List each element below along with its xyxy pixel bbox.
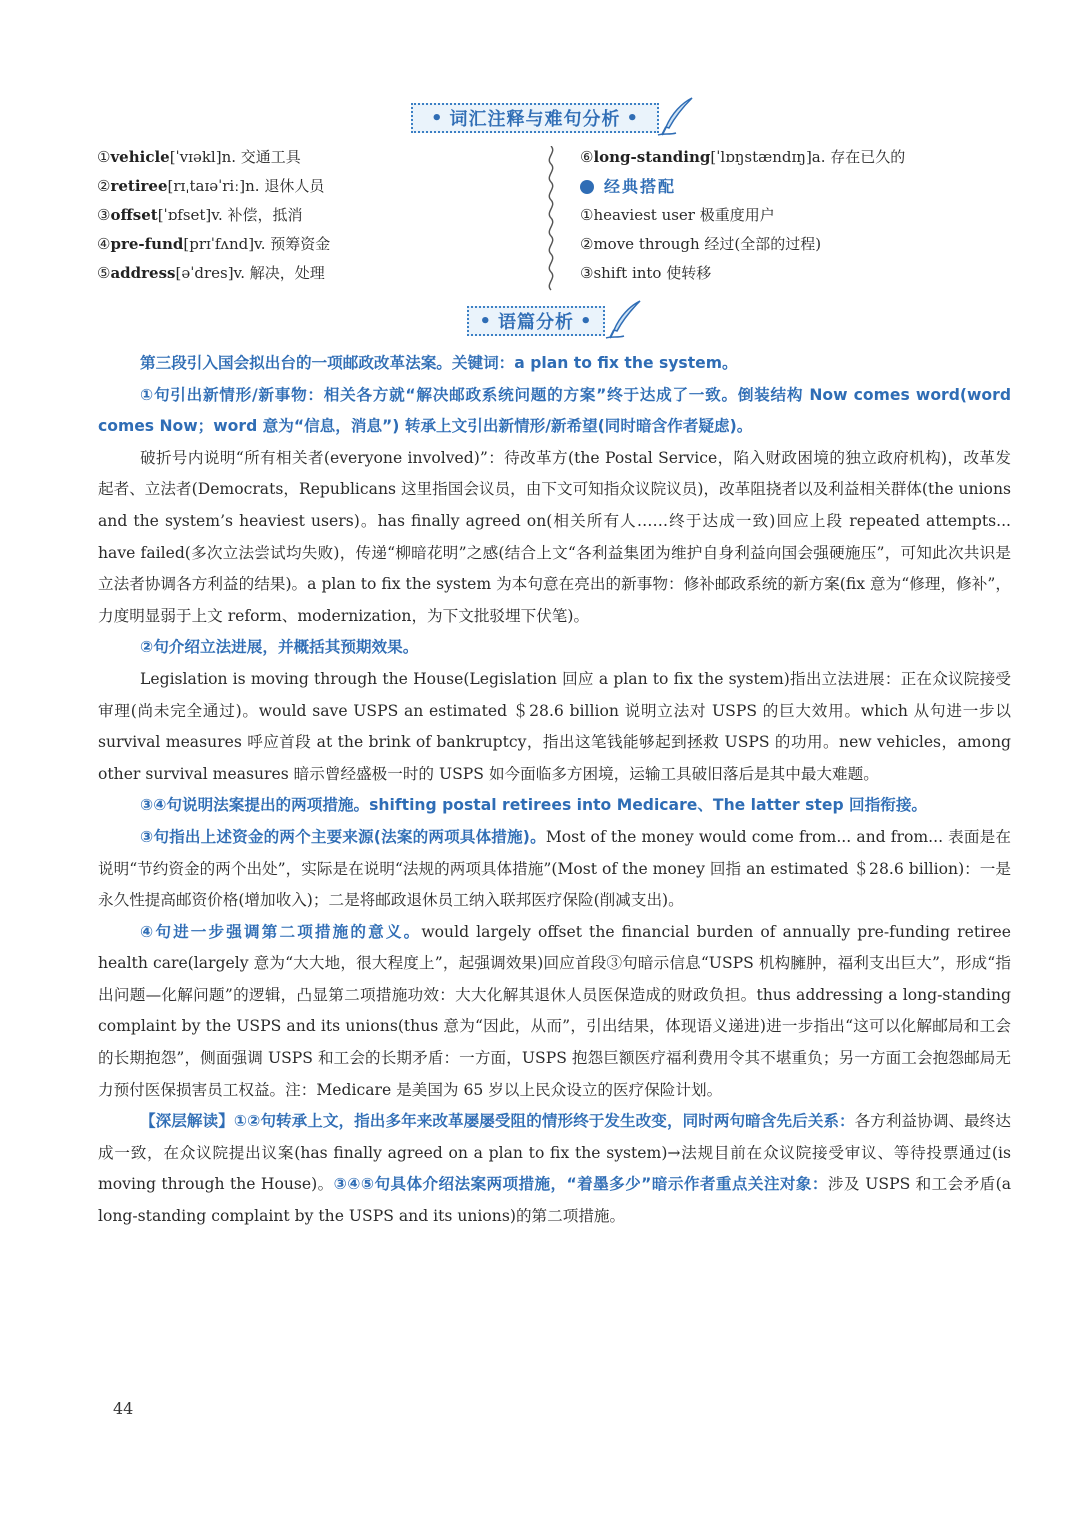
vocab-item: ⑥long-standing[ˈlɒŋstændɪŋ]a. 存在已久的 xyxy=(580,148,906,166)
vocab-item: ④pre-fund[prɪˈfʌnd]v. 预筹资金 xyxy=(97,235,331,253)
collocation-heading: 经典搭配 xyxy=(580,172,905,201)
page-number: 44 xyxy=(113,1399,134,1418)
vocab-item: ①vehicle[ˈvɪəkl]n. 交通工具 xyxy=(97,148,301,166)
vocab-item: ③offset[ˈɒfset]v. 补偿，抵消 xyxy=(97,206,303,224)
paragraph: ①句引出新情形/新事物：相关各方就“解决邮政系统问题的方案”终于达成了一致。倒装结构 Now comes word(word comes Now；word 意为“信息，消息”) 转承上文引出新情形/新希望(同时暗含作者疑虑)。 xyxy=(98,385,1011,436)
wavy-divider xyxy=(543,146,559,296)
section-banner-discourse xyxy=(467,306,605,336)
paragraph: 破折号内说明“所有相关者(everyone involved)”：待改革方(the Postal Service，陷入财政困境的独立政府机构)，改革发起者、立法者(Democrats，Republicans 这里指国会议员，由下文可知指众议院议员)，改革阻挠者以及利益相关群体(the unions and the system’s heaviest users)。has finally agreed on(相关所有人……终于达成一致)回应上段 repeated attempts... have failed(多次立法尝试均失败)，传递“柳暗花明”之感(结合上文“各利益集团为维护自身利益向国会强硬施压”，可知此次共识是立法者协调各方利益的结果)。a plan to fix the system 为本句意在亮出的新事物：修补邮政系统的新方案(fix 意为“修理，修补”，力度明显弱于上文 reform、modernization，为下文批驳埋下伏笔)。 xyxy=(98,448,1011,625)
banner-dot: • xyxy=(626,107,640,129)
collocation-item: ③shift into 使转移 xyxy=(580,264,712,282)
vocab-list-right xyxy=(580,143,905,288)
paragraph: ③句指出上述资金的两个主要来源(法案的两项具体措施)。Most of the money would come from... and from... 表面是在说明“节约资金的两个出处”，实际是在说明“法规的两项具体措施”(Most of the money 回指 an estimated ＄28.6 billion)：一是永久性提高邮资价格(增加收入)；二是将邮政退休员工纳入联邦医疗保险(削减支出)。 xyxy=(98,827,1011,910)
paragraph: ③④句说明法案提出的两项措施。shifting postal retirees into Medicare、The latter step 回指衔接。 xyxy=(140,796,928,815)
paragraph: 第三段引入国会拟出台的一项邮政改革法案。关键词：a plan to fix the system。 xyxy=(140,354,738,372)
banner-dot: • xyxy=(580,310,593,332)
collocation-item: ②move through 经过(全部的过程) xyxy=(580,235,822,253)
paragraph: ②句介绍立法进展，并概括其预期效果。 xyxy=(140,638,419,657)
collocation-item: ①heaviest user 极重度用户 xyxy=(580,206,775,224)
paragraph-deep-reading: 【深层解读】①②句转承上文，指出多年来改革屡屡受阻的情形终于发生改变，同时两句暗含先后关系：各方利益协调、最终达成一致，在众议院提出议案(has finally agreed on a plan to fix the system)→法规目前在众议院接受审议、等待投票通过(is moving through the House)。③④⑤句具体介绍法案两项措施，“着墨多少”暗示作者重点关注对象：涉及 USPS 和工会矛盾(a long-standing complaint by the USPS and its unions)的第二项措施。 xyxy=(98,1112,1012,1226)
section-banner-vocabulary xyxy=(411,103,659,133)
quill-pen-icon xyxy=(604,298,644,340)
quill-pen-icon xyxy=(656,95,696,137)
discourse-analysis-body xyxy=(98,348,1011,1233)
vocab-item: ②retiree[rɪˌtaɪəˈriː]n. 退休人员 xyxy=(97,177,325,195)
banner-title: 词汇注释与难句分析 xyxy=(449,109,621,130)
paragraph: ④句进一步强调第二项措施的意义。would largely offset the financial burden of annually pre-funding retiree health care(largely 意为“大大地，很大程度上”，起强调效果)回应首段③句暗示信息“USPS 机构臃肿，福利支出巨大”，形成“指出问题—化解问题”的逻辑，凸显第二项措施功效：大大化解其退休人员医保造成的财政负担。thus addressing a long-standing complaint by the USPS and its unions(thus 意为“因此，从而”，引出结果，体现语义递进)进一步指出“这可以化解邮局和工会的长期抱怨”，侧面强调 USPS 和工会的长期矛盾：一方面，USPS 抱怨巨额医疗福利费用令其不堪重负；另一方面工会抱怨邮局无力预付医保损害员工权益。注：Medicare 是美国为 65 岁以上民众设立的医疗保险计划。 xyxy=(98,922,1011,1099)
vocab-list-left xyxy=(97,143,330,288)
paragraph: Legislation is moving through the House(Legislation 回应 a plan to fix the system)指出立法进展：正在众议院接受审理(尚未完全通过)。would save USPS an estimated ＄28.6 billion 说明立法对 USPS 的巨大效用。which 从句进一步以 survival measures 呼应首段 at the brink of bankruptcy，指出这笔钱能够起到拯救 USPS 的功用。new vehicles，among other survival measures 暗示曾经盛极一时的 USPS 如今面临多方困境，运输工具破旧落后是其中最大难题。 xyxy=(98,669,1011,783)
vocab-item: ⑤address[əˈdres]v. 解决，处理 xyxy=(97,264,325,282)
bullet-icon xyxy=(580,180,594,194)
banner-dot: • xyxy=(430,107,444,129)
banner-dot: • xyxy=(479,310,492,332)
banner-title: 语篇分析 xyxy=(498,312,574,333)
